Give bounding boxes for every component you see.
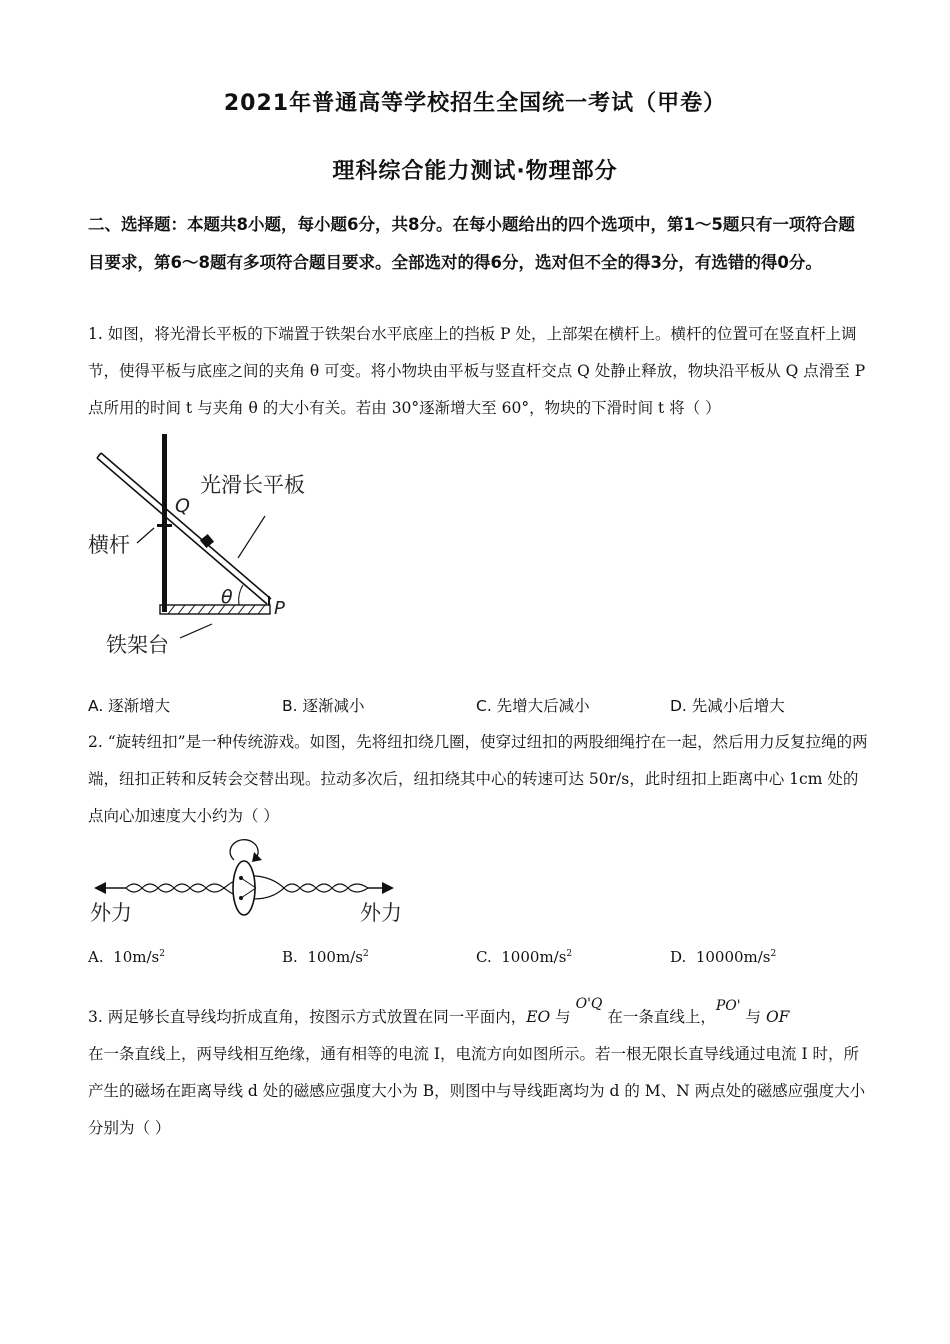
label-theta: θ bbox=[221, 586, 233, 608]
crossbar bbox=[157, 524, 172, 527]
exam-subtitle: 理科综合能力测试·物理部分 bbox=[332, 159, 618, 184]
q1-option-b: B. 逐渐减小 bbox=[282, 697, 365, 715]
q1-option-a: A. 逐渐增大 bbox=[88, 697, 171, 715]
q2-option-d: D. $10000m/s^2$ bbox=[670, 948, 777, 966]
question-3-first-line: 3. 两足够长直导线均折成直角，按图示方式放置在同一平面内，EO 与 $^{O'Q}$ 在一条直线上，$^{PO'}$ 与 OF bbox=[88, 996, 790, 1026]
q2-option-b: B. $100m/s^2$ bbox=[282, 948, 369, 966]
label-q: Q bbox=[175, 495, 190, 517]
q2-option-c: C. $1000m/s^2$ bbox=[476, 948, 573, 966]
vertical-rod bbox=[162, 434, 167, 612]
question-1-figure bbox=[80, 428, 340, 668]
section-heading: 二、选择题：本题共8小题，每小题6分，共8分。在每小题给出的四个选项中，第1～5题只有一项符合题目要求，第6～8题有多项符合题目要求。全部选对的得6分，选对但不全的得3分，有选错的得0分。 bbox=[88, 215, 855, 272]
question-1-text: 1. 如图，将光滑长平板的下端置于铁架台水平底座上的挡板 P 处，上部架在横杆上。横杆的位置可在竖直杆上调节，使得平板与底座之间的夹角 θ 可变。将小物块由平板与竖直杆交点 Q 处静止释放，物块沿平板从 Q 点滑至 P 点所用的时间 t 与夹角 θ 的大小有关。若由 30°逐渐增大至 60°，物块的下滑时间 t 将（ ） bbox=[88, 325, 866, 417]
exam-title: 2021年普通高等学校招生全国统一考试（甲卷） bbox=[223, 91, 727, 116]
label-p: P bbox=[274, 598, 285, 619]
label-stand: 铁架台 bbox=[106, 633, 169, 657]
label-bar: 横杆 bbox=[88, 533, 130, 557]
button-disc bbox=[233, 861, 255, 915]
question-2-figure bbox=[84, 836, 414, 930]
q1-option-c: C. 先增大后减小 bbox=[476, 697, 590, 715]
question-3-text: 在一条直线上，两导线相互绝缘，通有相等的电流 I，电流方向如图所示。若一根无限长直导线通过电流 I 时，所产生的磁场在距离导线 d 处的磁感应强度大小为 B，则图中与导线距离均为 d 的 M、N 两点处的磁感应强度大小分别为（ ） bbox=[88, 1045, 866, 1137]
label-force-right: 外力 bbox=[360, 901, 402, 925]
question-2-text: 2. “旋转纽扣”是一种传统游戏。如图，先将纽扣绕几圈，使穿过纽扣的两股细绳拧在一起，然后用力反复拉绳的两端，纽扣正转和反转会交替出现。拉动多次后，纽扣绕其中心的转速可达 50r/s，此时纽扣上距离中心 1cm 处的点向心加速度大小约为（ ） bbox=[88, 733, 868, 825]
small-block bbox=[200, 534, 214, 548]
label-force-left: 外力 bbox=[90, 901, 132, 925]
label-plate: 光滑长平板 bbox=[200, 473, 305, 497]
q1-option-d: D. 先减小后增大 bbox=[670, 697, 785, 715]
q2-option-a: A. $10m/s^2$ bbox=[88, 948, 165, 966]
